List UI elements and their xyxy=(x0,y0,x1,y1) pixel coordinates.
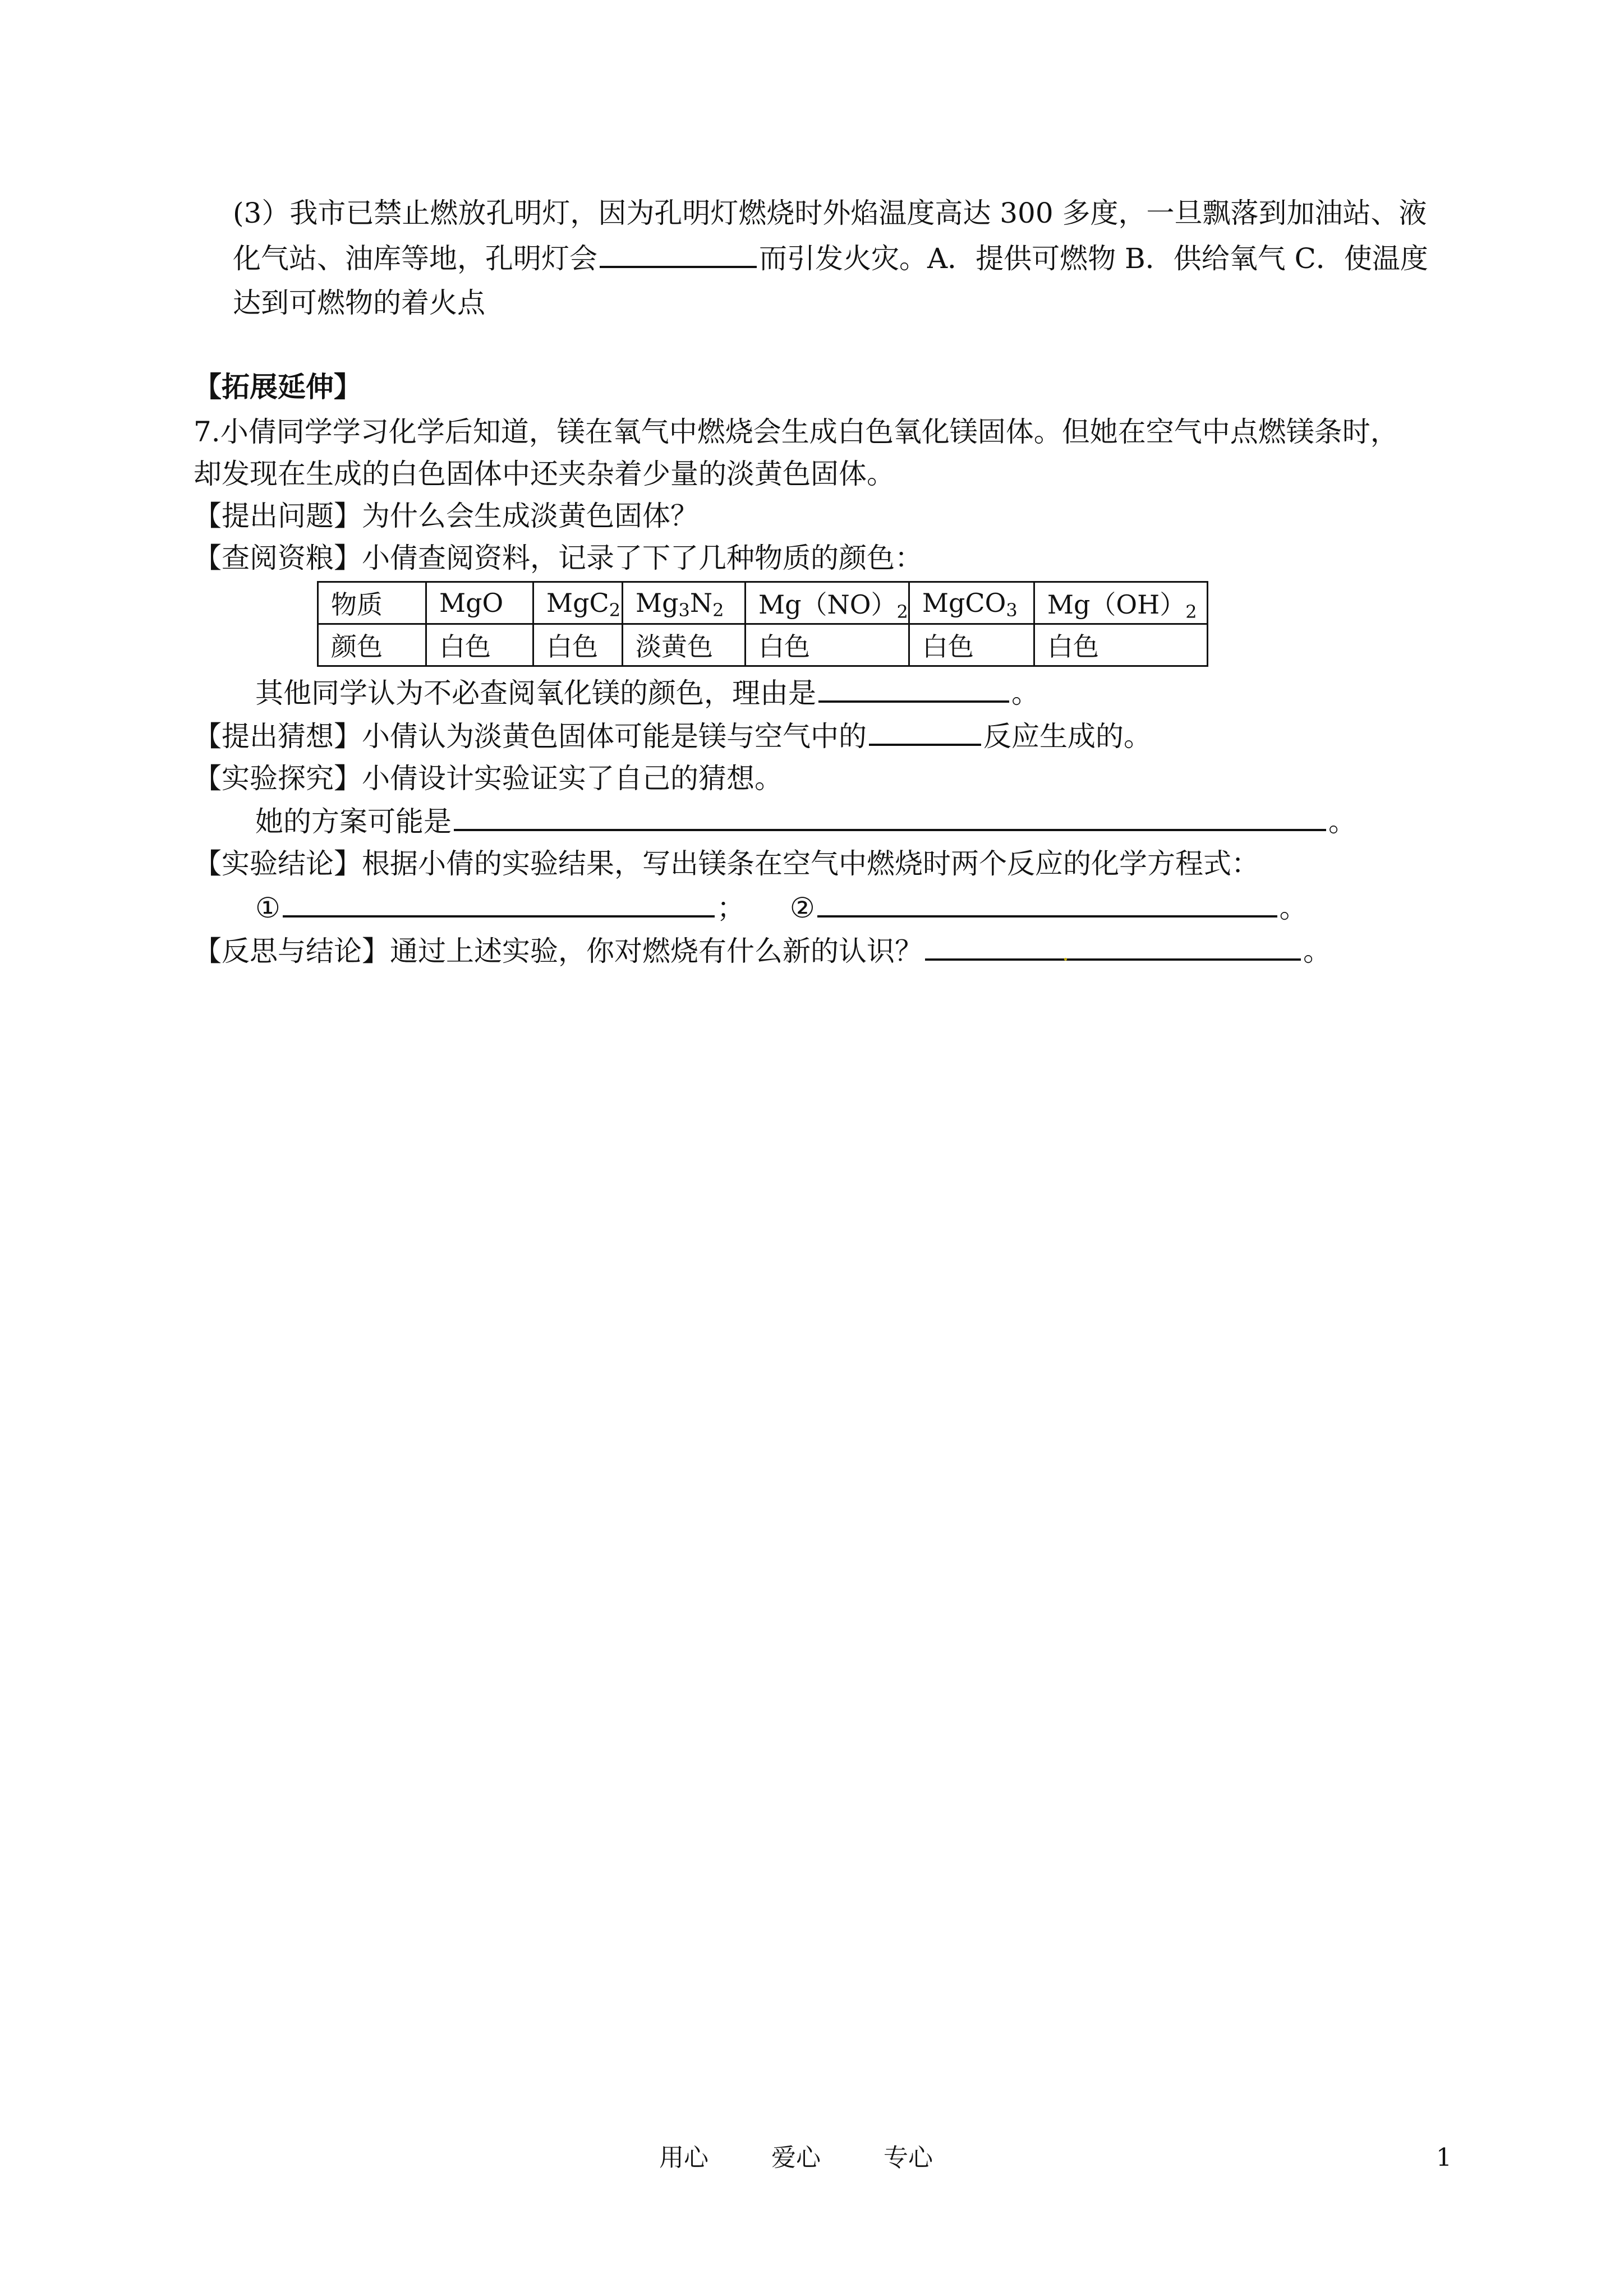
q7-plan-text: 她的方案可能是 xyxy=(255,805,452,838)
q3-line2-text-a: 化气站、油库等地，孔明灯会 xyxy=(233,242,597,275)
table-cell xyxy=(909,582,1034,624)
q7-hypothesis-end: 反应生成的。 xyxy=(983,720,1152,753)
table-cell xyxy=(623,582,746,624)
q3-line3: 达到可燃物的着火点 xyxy=(233,287,485,319)
q7-line2: 却发现在生成的白色固体中还夹杂着少量的淡黄色固体。 xyxy=(194,458,895,490)
formula-main: N xyxy=(689,588,713,618)
table-cell: 淡黄色 xyxy=(623,624,746,666)
equation-2-label: ② xyxy=(789,892,815,924)
q7-plan xyxy=(255,804,1356,838)
formula-main: MgCO xyxy=(922,588,1006,618)
formula-main: Mg（NO） xyxy=(758,589,897,620)
table-cell: 颜色 xyxy=(318,624,426,666)
q7-question: 【提出问题】为什么会生成淡黄色固体？ xyxy=(194,500,698,532)
table-cell: 白色 xyxy=(1034,624,1207,666)
equation-1-blank[interactable] xyxy=(283,891,715,918)
q7-equations xyxy=(255,891,1308,925)
formula-main: Mg xyxy=(636,588,679,618)
table-cell: MgO xyxy=(426,582,533,624)
equation-end: 。 xyxy=(1279,892,1308,924)
q7-line1: 7.小倩同学学习化学后知道，镁在氧气中燃烧会生成白色氧化镁固体。但她在空气中点燃镁条时， xyxy=(194,416,1398,448)
hypothesis-blank[interactable] xyxy=(869,719,981,746)
q7-hypothesis xyxy=(194,719,1152,753)
footer-motto-1: 用心 xyxy=(659,2143,709,2172)
q7-others xyxy=(255,676,1039,710)
q7-reflect-end: 。 xyxy=(1303,935,1331,967)
formula-sub: 3 xyxy=(1006,600,1018,621)
formula-main: MgC xyxy=(546,588,609,618)
q7-plan-end: 。 xyxy=(1328,805,1356,838)
table-cell xyxy=(746,582,909,624)
table-cell xyxy=(533,582,623,624)
footer-motto-3: 专心 xyxy=(884,2143,933,2172)
table-cell: 白色 xyxy=(426,624,533,666)
q7-others-end: 。 xyxy=(1011,677,1039,709)
equation-separator: ； xyxy=(716,892,745,924)
table-cell xyxy=(1034,582,1207,624)
formula-sub: 2 xyxy=(1185,601,1197,623)
q7-lookup: 【查阅资粮】小倩查阅资料，记录了下了几种物质的颜色： xyxy=(194,542,923,574)
reason-blank[interactable] xyxy=(818,676,1009,703)
q7-reflect-text: 【反思与结论】通过上述实验，你对燃烧有什么新的认识？ xyxy=(194,935,923,967)
q7-explore: 【实验探究】小倩设计实验证实了自己的猜想。 xyxy=(194,762,783,795)
section-heading: 【拓展延伸】 xyxy=(194,370,362,403)
q7-conclusion: 【实验结论】根据小倩的实验结果，写出镁条在空气中燃烧时两个反应的化学方程式： xyxy=(194,847,1259,880)
substance-color-table xyxy=(317,581,1208,667)
q3-line2 xyxy=(233,241,1428,275)
table-cell: 白色 xyxy=(909,624,1034,666)
equation-2-blank[interactable] xyxy=(817,891,1277,918)
page-number: 1 xyxy=(1436,2143,1452,2172)
table-row-substances xyxy=(318,582,1208,624)
q7-reflect xyxy=(194,934,1331,968)
q3-line2-text-b: 而引发火灾。A．提供可燃物 B．供给氧气 C．使温度 xyxy=(759,242,1428,275)
q7-hypothesis-text: 【提出猜想】小倩认为淡黄色固体可能是镁与空气中的 xyxy=(194,720,867,753)
table-cell: 白色 xyxy=(746,624,909,666)
reflection-blank[interactable] xyxy=(925,934,1301,961)
q3-answer-blank[interactable] xyxy=(600,241,757,268)
formula-sub: 2 xyxy=(896,601,908,623)
plan-blank[interactable] xyxy=(454,804,1326,831)
formula-sub: 3 xyxy=(678,600,690,621)
table-row-colors xyxy=(318,624,1208,666)
formula-sub: 2 xyxy=(712,600,724,621)
footer-motto-2: 爱心 xyxy=(771,2143,821,2172)
formula-sub: 2 xyxy=(609,600,621,621)
table-cell: 白色 xyxy=(533,624,623,666)
formula-main: Mg（OH） xyxy=(1047,589,1186,620)
stray-mark xyxy=(1064,958,1067,961)
equation-1-label: ① xyxy=(255,892,280,924)
q7-others-text: 其他同学认为不必查阅氧化镁的颜色，理由是 xyxy=(255,677,816,709)
q3-line1: (3）我市已禁止燃放孔明灯，因为孔明灯燃烧时外焰温度高达 300 多度，一旦飘落到加油站、液 xyxy=(233,197,1427,229)
table-cell: 物质 xyxy=(318,582,426,624)
